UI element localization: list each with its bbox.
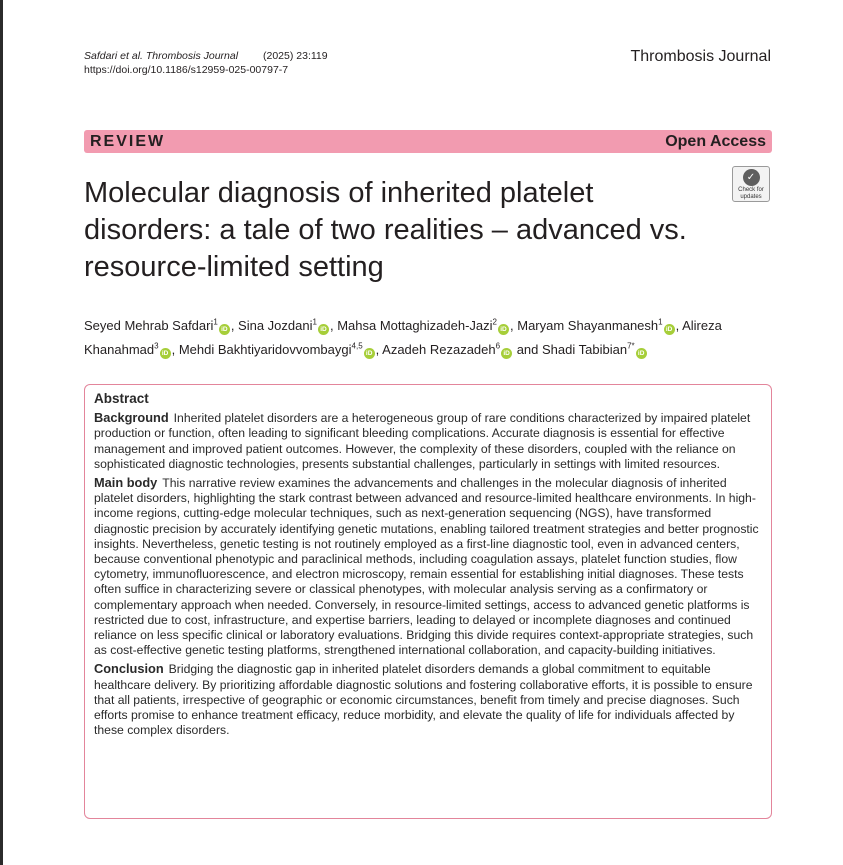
orcid-icon[interactable]: iD: [364, 348, 375, 359]
author-name[interactable]: Mehdi Bakhtiyaridovvombaygi: [178, 341, 352, 357]
section-heading: Main body: [94, 475, 158, 491]
author-entry: [382, 342, 542, 357]
orcid-icon[interactable]: iD: [636, 348, 647, 359]
author-affiliation: 4,5: [351, 341, 363, 351]
author-name[interactable]: Alireza Khanahmad: [84, 318, 722, 357]
abstract-title: Abstract: [94, 391, 149, 406]
author-separator: ,: [329, 318, 338, 334]
citation-year: (2025) 23:119: [263, 50, 328, 62]
orcid-icon[interactable]: iD: [501, 348, 512, 359]
check-for-updates-badge[interactable]: [732, 166, 770, 202]
author-separator: ,: [510, 318, 518, 334]
orcid-icon[interactable]: iD: [160, 348, 171, 359]
abstract-main-body: [94, 475, 763, 661]
abstract-box: [84, 384, 772, 819]
section-heading: Background: [94, 410, 169, 426]
author-separator: ,: [375, 341, 383, 357]
check-updates-icon: ✓: [743, 169, 760, 186]
author-name[interactable]: Azadeh Rezazadeh: [382, 341, 496, 357]
article-type-label: REVIEW: [90, 132, 166, 150]
author-entry: [542, 342, 648, 357]
section-text: Bridging the diagnostic gap in inherited platelet disorders demands a global commitment to equitable healthcare delivery. By prioritizing affordable diagnostic solutions and fostering collaborative efforts, it is possible to ensure that all patients, irrespective of geographic or economic circumstances, benefit from timely and precise diagnoses. Such efforts promise to enhance treatment efficacy, reduce morbidity, and elevate the quality of life for individuals affected by these complex disorders.: [94, 662, 753, 738]
author-separator: ,: [171, 341, 179, 357]
author-affiliation: 1: [658, 318, 663, 327]
author-entry: [337, 318, 517, 333]
author-entry: [517, 318, 682, 333]
author-separator: ,: [675, 318, 683, 334]
author-entry: [179, 342, 382, 357]
abstract-conclusion: [94, 661, 763, 741]
author-affiliation: 2: [492, 318, 497, 327]
author-entry: [238, 318, 337, 333]
article-title: Molecular diagnosis of inherited platelet disorders: a tale of two realities – advanced vs. resource-limited setting: [84, 177, 687, 283]
author-affiliation: 1: [312, 318, 317, 327]
open-access-label: Open Access: [665, 132, 766, 150]
author-affiliation: 6: [495, 341, 501, 351]
author-affiliation: 1: [213, 318, 218, 327]
journal-name: Thrombosis Journal: [630, 48, 771, 65]
orcid-icon[interactable]: iD: [498, 324, 509, 335]
section-heading: Conclusion: [94, 661, 164, 677]
author-entry: [84, 318, 238, 333]
orcid-icon[interactable]: iD: [664, 324, 675, 335]
citation-authors: Safdari et al. Thrombosis Journal: [84, 50, 239, 62]
author-affiliation: 3: [154, 341, 159, 351]
author-separator: and: [513, 341, 543, 357]
author-name[interactable]: Mahsa Mottaghizadeh-Jazi: [337, 318, 493, 334]
orcid-icon[interactable]: iD: [219, 324, 230, 335]
author-separator: ,: [230, 318, 239, 334]
orcid-icon[interactable]: iD: [318, 324, 329, 335]
author-affiliation: 7*: [627, 341, 635, 351]
page-edge: [0, 0, 3, 865]
author-name[interactable]: Sina Jozdani: [238, 318, 313, 334]
author-name[interactable]: Shadi Tabibian: [542, 341, 628, 357]
citation-block: [84, 49, 328, 77]
section-text: Inherited platelet disorders are a heterogeneous group of rare conditions characterized by impaired platelet production or function, often leading to significant bleeding complications. Accurate diagnosis is essential for effective management and improved patient outcomes. However, the complexity of these disorders, coupled with the reliance on sophisticated diagnostic technologies, presents substantial challenges, particularly in settings with limited resources.: [94, 411, 751, 471]
doi-link[interactable]: https://doi.org/10.1186/s12959-025-00797-7: [84, 64, 289, 76]
author-name[interactable]: Maryam Shayanmanesh: [517, 318, 659, 334]
section-text: This narrative review examines the advancements and challenges in the molecular diagnosis of inherited platelet disorders, highlighting the stark contrast between advanced and resource-limited healthcare environments. In high-income regions, cutting-edge molecular techniques, such as next-generation sequencing (NGS), have transformed diagnostic precision by accurately identifying genetic mutations, enabling tailored treatment strategies and better prognostic insights. Nevertheless, genetic testing is not routinely employed as a first-line diagnostic tool, even in advanced centers, because conventional phenotypic and paraclinical methods, including coagulation assays, platelet function studies, flow cytometry, immunofluorescence, and electron microscopy, remain essential for establishing initial diagnoses. These tests often suffice in characterizing severe or classical phenotypes, with molecular analysis serving as a confirmatory or complementary approach when needed. Conversely, in resource-limited settings, access to advanced genetic platforms is restricted due to cost, infrastructure, and expertise barriers, leading to delayed or incomplete diagnoses and continued reliance on less specific clinical or laboratory evaluations. Bridging this divide requires context-appropriate strategies, such as cost-effective genetic testing platforms, strengthened international collaboration, and capacity-building initiatives.: [94, 476, 759, 658]
check-updates-text: Check for updates: [738, 187, 764, 200]
article-type-banner: [84, 130, 772, 153]
abstract-background: [94, 410, 763, 475]
author-name[interactable]: Seyed Mehrab Safdari: [84, 318, 214, 334]
author-list: [84, 313, 774, 360]
